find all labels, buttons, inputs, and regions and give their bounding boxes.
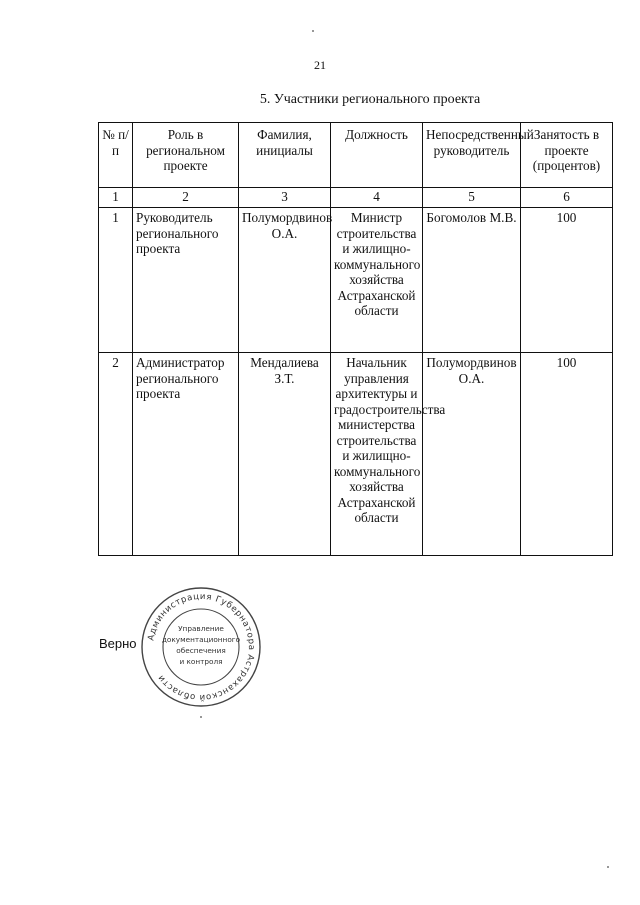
section-title: 5. Участники регионального проекта — [259, 92, 481, 107]
header-position: Должность — [331, 123, 423, 188]
scan-speck — [312, 30, 314, 32]
row-num: 2 — [99, 353, 133, 556]
row-supervisor: Полумордвинов О.А. — [423, 353, 521, 556]
row-role: Администратор регионального проекта — [133, 353, 239, 556]
header-supervisor: Непосредственный руководитель — [423, 123, 521, 188]
row-position: Министр строительства и жилищно-коммунального хозяйства Астраханской области — [331, 208, 423, 353]
certification-seal — [140, 586, 262, 708]
row-role: Руководитель регионального проекта — [133, 208, 239, 353]
seal-ring-text: Администрация Губернатора Астраханской области — [146, 591, 257, 703]
seal-center-line: и контроля — [179, 657, 223, 666]
row-supervisor: Богомолов М.В. — [423, 208, 521, 353]
seal-center-line: обеспечения — [176, 646, 226, 655]
column-number: 4 — [331, 188, 423, 208]
row-position: Начальник управления архитектуры и градостроительства министерства строительства и жилищно-коммунального хозяйства Астраханской области — [331, 353, 423, 556]
participants-table — [98, 122, 613, 556]
row-employment: 100 — [521, 208, 613, 353]
column-number-row — [99, 188, 613, 208]
table-row — [99, 208, 613, 353]
row-name: Мендалиева З.Т. — [239, 353, 331, 556]
table-row — [99, 353, 613, 556]
page-number: 21 — [314, 58, 326, 72]
header-num: № п/п — [99, 123, 133, 188]
column-number: 1 — [99, 188, 133, 208]
header-name: Фамилия, инициалы — [239, 123, 331, 188]
row-num: 1 — [99, 208, 133, 353]
row-name: Полумордвинов О.А. — [239, 208, 331, 353]
scan-speck — [607, 866, 609, 868]
column-number: 6 — [521, 188, 613, 208]
header-employment: Занятость в проекте (процентов) — [521, 123, 613, 188]
seal-center-line: Управление — [178, 624, 224, 633]
table-header-row — [99, 123, 613, 188]
seal-center-line: документационного — [161, 635, 241, 644]
column-number: 3 — [239, 188, 331, 208]
header-role: Роль в региональном проекте — [133, 123, 239, 188]
verno-label: Верно — [99, 636, 137, 651]
row-employment: 100 — [521, 353, 613, 556]
column-number: 5 — [423, 188, 521, 208]
scan-speck — [200, 716, 202, 718]
column-number: 2 — [133, 188, 239, 208]
